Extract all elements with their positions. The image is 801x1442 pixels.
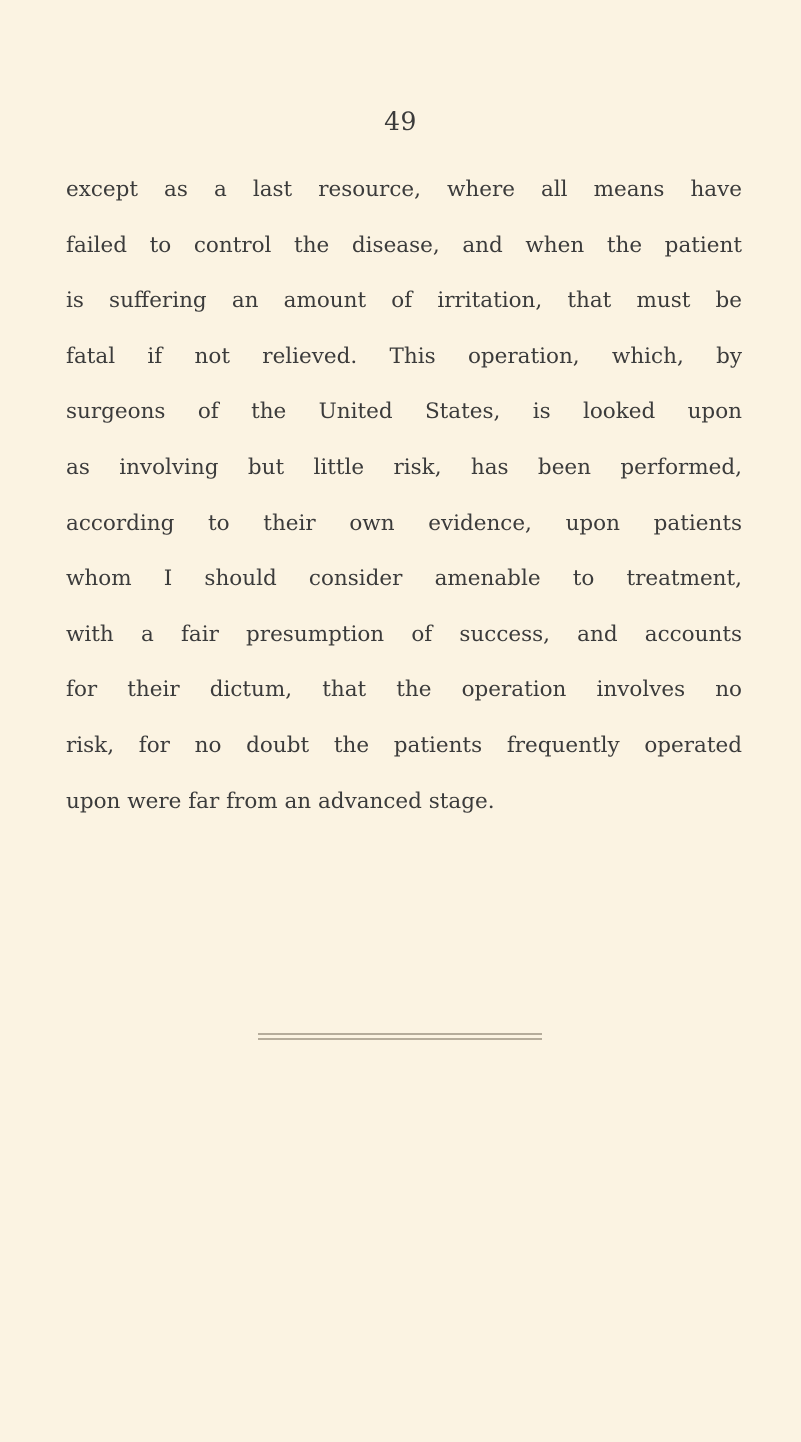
text-line: risk, for no doubt the patients frequently operated [66, 732, 742, 758]
text-line: whom I should consider amenable to treatment, [66, 566, 742, 592]
text-line: is suffering an amount of irritation, that must be [66, 288, 742, 314]
text-line: fatal if not relieved. This operation, which, by [66, 343, 742, 369]
section-divider-bottom [258, 1038, 542, 1040]
text-line: with a fair presumption of success, and accounts [66, 621, 742, 647]
text-line: for their dictum, that the operation involves no [66, 677, 742, 703]
text-line: failed to control the disease, and when the patient [66, 232, 742, 258]
text-line: upon were far from an advanced stage. [66, 788, 495, 814]
text-line: except as a last resource, where all means have [66, 177, 742, 202]
text-line: surgeons of the United States, is looked upon [66, 399, 742, 425]
text-line: as involving but little risk, has been performed, [66, 454, 742, 480]
body-paragraph [66, 162, 742, 829]
section-divider-top [258, 1033, 542, 1035]
text-line: according to their own evidence, upon patients [66, 510, 742, 536]
page-number: 49 [384, 107, 417, 136]
